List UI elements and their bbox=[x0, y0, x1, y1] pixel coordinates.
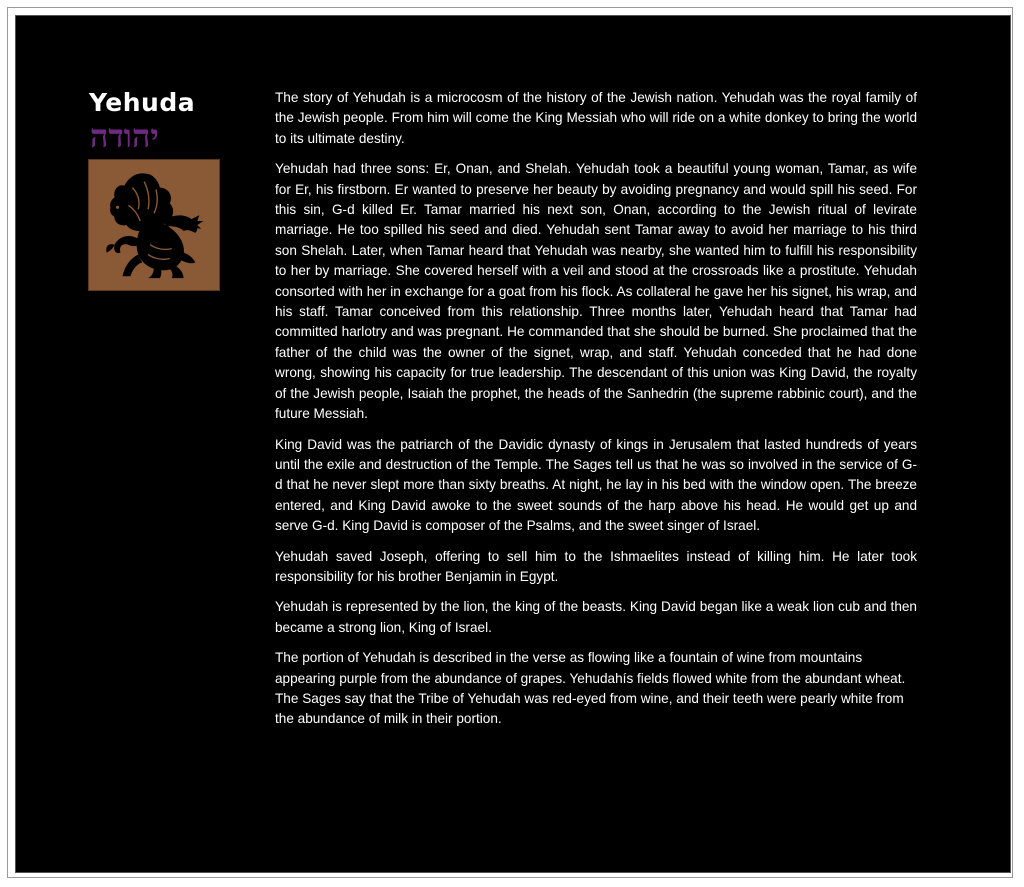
paragraph-king-david: King David was the patriarch of the Davidic dynasty of kings in Jerusalem that lasted hundreds of years until the exile and destruction of the Temple. The Sages tell us that he was so involved in the service of G-d that he never slept more than sixty breaths. At night, he lay in his bed with the window open. The breeze entered, and King David awoke to the sweet sounds of the harp above his head. He would get up and serve G-d. King David is composer of the Psalms, and the sweet singer of Israel. bbox=[275, 436, 917, 534]
tribe-title: Yehuda bbox=[89, 88, 196, 117]
lion-icon bbox=[89, 160, 219, 290]
tribe-emblem bbox=[88, 159, 220, 291]
tribe-hebrew-title: יהודה bbox=[90, 117, 159, 155]
paragraph-portion: The portion of Yehudah is described in the verse as flowing like a fountain of wine from mountains appearing purple from the abundance of grapes. Yehudahís fields flowed white from the abundant wheat. The Sages say that the Tribe of Yehudah was red-eyed from wine, and their teeth were pearly white from the abundance of milk in their portion. bbox=[275, 650, 906, 727]
paragraph-joseph: Yehudah saved Joseph, offering to sell him to the Ishmaelites instead of killing him. He later took responsibility for his brother Benjamin in Egypt. bbox=[275, 548, 917, 584]
paragraph-lion: Yehudah is represented by the lion, the king of the beasts. King David began like a weak lion cub and then became a strong lion, King of Israel. bbox=[275, 599, 917, 635]
body-text bbox=[275, 88, 917, 740]
paragraph-intro: The story of Yehudah is a microcosm of the history of the Jewish nation. Yehudah was the royal family of the Jewish people. From him will come the King Messiah who will ride on a white donkey to bring the world to its ultimate destiny. bbox=[275, 90, 917, 146]
paragraph-sons-tamar: Yehudah had three sons: Er, Onan, and Shelah. Yehudah took a beautiful young woman, Tamar, as wife for Er, his firstborn. Er wanted to preserve her beauty by avoiding pregnancy and would spill his seed. For this sin, G-d killed Er. Tamar married his next son, Onan, according to the Jewish ritual of levirate marriage. He too spilled his seed and died. Yehudah sent Tamar away to avoid her marriage to his third son Shelah. Later, when Tamar heard that Yehudah was nearby, she wanted him to fulfill his responsibility to her by marriage. She covered herself with a veil and stood at the crossroads like a prostitute. Yehudah consorted with her in exchange for a goat from his flock. As collateral he gave her his signet, his wrap, and his staff. Tamar conceived from this relationship. Three months later, Yehudah heard that Tamar had committed harlotry and was pregnant. He commanded that she should be burned. She proclaimed that the father of the child was the owner of the signet, wrap, and staff. Yehudah conceded that he had done wrong, showing his capacity for true leadership. The descendant of this union was King David, the royalty of the Jewish people, Isaiah the prophet, the heads of the Sanhedrin (the supreme rabbinic court), and the future Messiah. bbox=[275, 161, 917, 422]
